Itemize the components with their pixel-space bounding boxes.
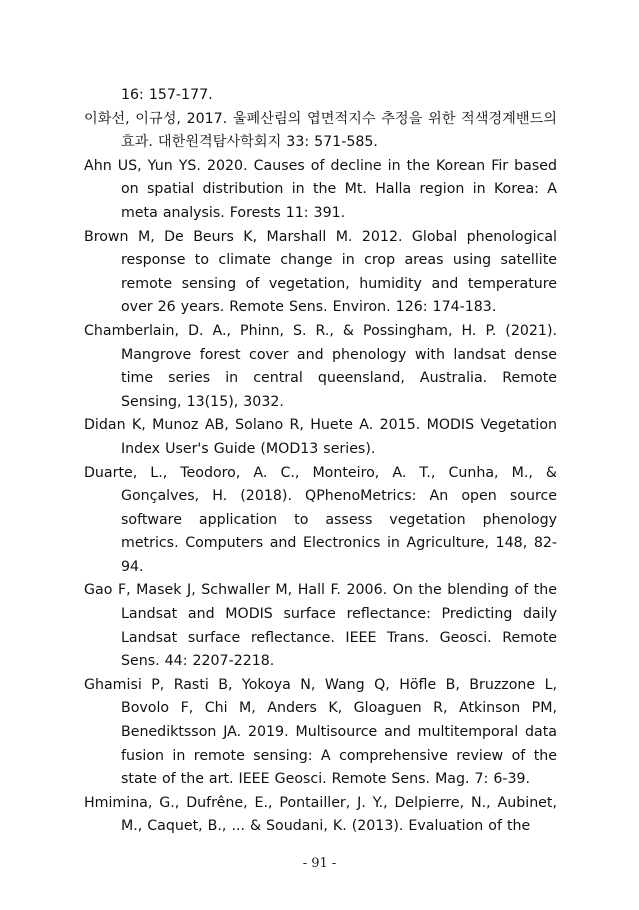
reference-entry: Hmimina, G., Dufrêne, E., Pontailler, J. Y., Delpierre, N., Aubinet, M., Caquet, B., ... & Soudani, K. (2013). Evaluation of the [84,794,557,835]
reference-entry: 이화선, 이규성, 2017. 울폐산림의 엽면적지수 추정을 위한 적색경계밴드의 효과. 대한원격탐사학회지 33: 571-585. [84,110,557,151]
reference-list [84,84,557,839]
reference-entry: Brown M, De Beurs K, Marshall M. 2012. Global phenological response to climate change in crop areas using satellite remote sensing of vegetation, humidity and temperature over 26 years. Remote Sens. Environ. 126: 174-183. [84,228,557,316]
reference-entry: Ahn US, Yun YS. 2020. Causes of decline in the Korean Fir based on spatial distribution in the Mt. Halla region in Korea: A meta analysis. Forests 11: 391. [84,157,557,221]
reference-entry: Chamberlain, D. A., Phinn, S. R., & Possingham, H. P. (2021). Mangrove forest cover and phenology with landsat dense time series in central queensland, Australia. Remote Sensing, 13(15), 3032. [84,322,557,410]
reference-entry: Ghamisi P, Rasti B, Yokoya N, Wang Q, Höfle B, Bruzzone L, Bovolo F, Chi M, Anders K, Gloaguen R, Atkinson PM, Benediktsson JA. 2019. Multisource and multitemporal data fusion in remote sensing: A comprehensive review of the state of the art. IEEE Geosci. Remote Sens. Mag. 7: 6-39. [84,676,557,788]
reference-entry: Gao F, Masek J, Schwaller M, Hall F. 2006. On the blending of the Landsat and MODIS surface reflectance: Predicting daily Landsat surface reflectance. IEEE Trans. Geosci. Remote Sens. 44: 2207-2218. [84,582,557,670]
page-number: - 91 - [302,856,337,871]
reference-entry: Didan K, Munoz AB, Solano R, Huete A. 2015. MODIS Vegetation Index User's Guide (MOD13 series). [84,417,557,457]
reference-entry: Duarte, L., Teodoro, A. C., Monteiro, A. T., Cunha, M., & Gonçalves, H. (2018). QPhenoMetrics: An open source software application to assess vegetation phenology metrics. Computers and Electronics in Agriculture, 148, 82-94. [84,464,557,575]
reference-entry: 16: 157-177. [121,87,213,103]
